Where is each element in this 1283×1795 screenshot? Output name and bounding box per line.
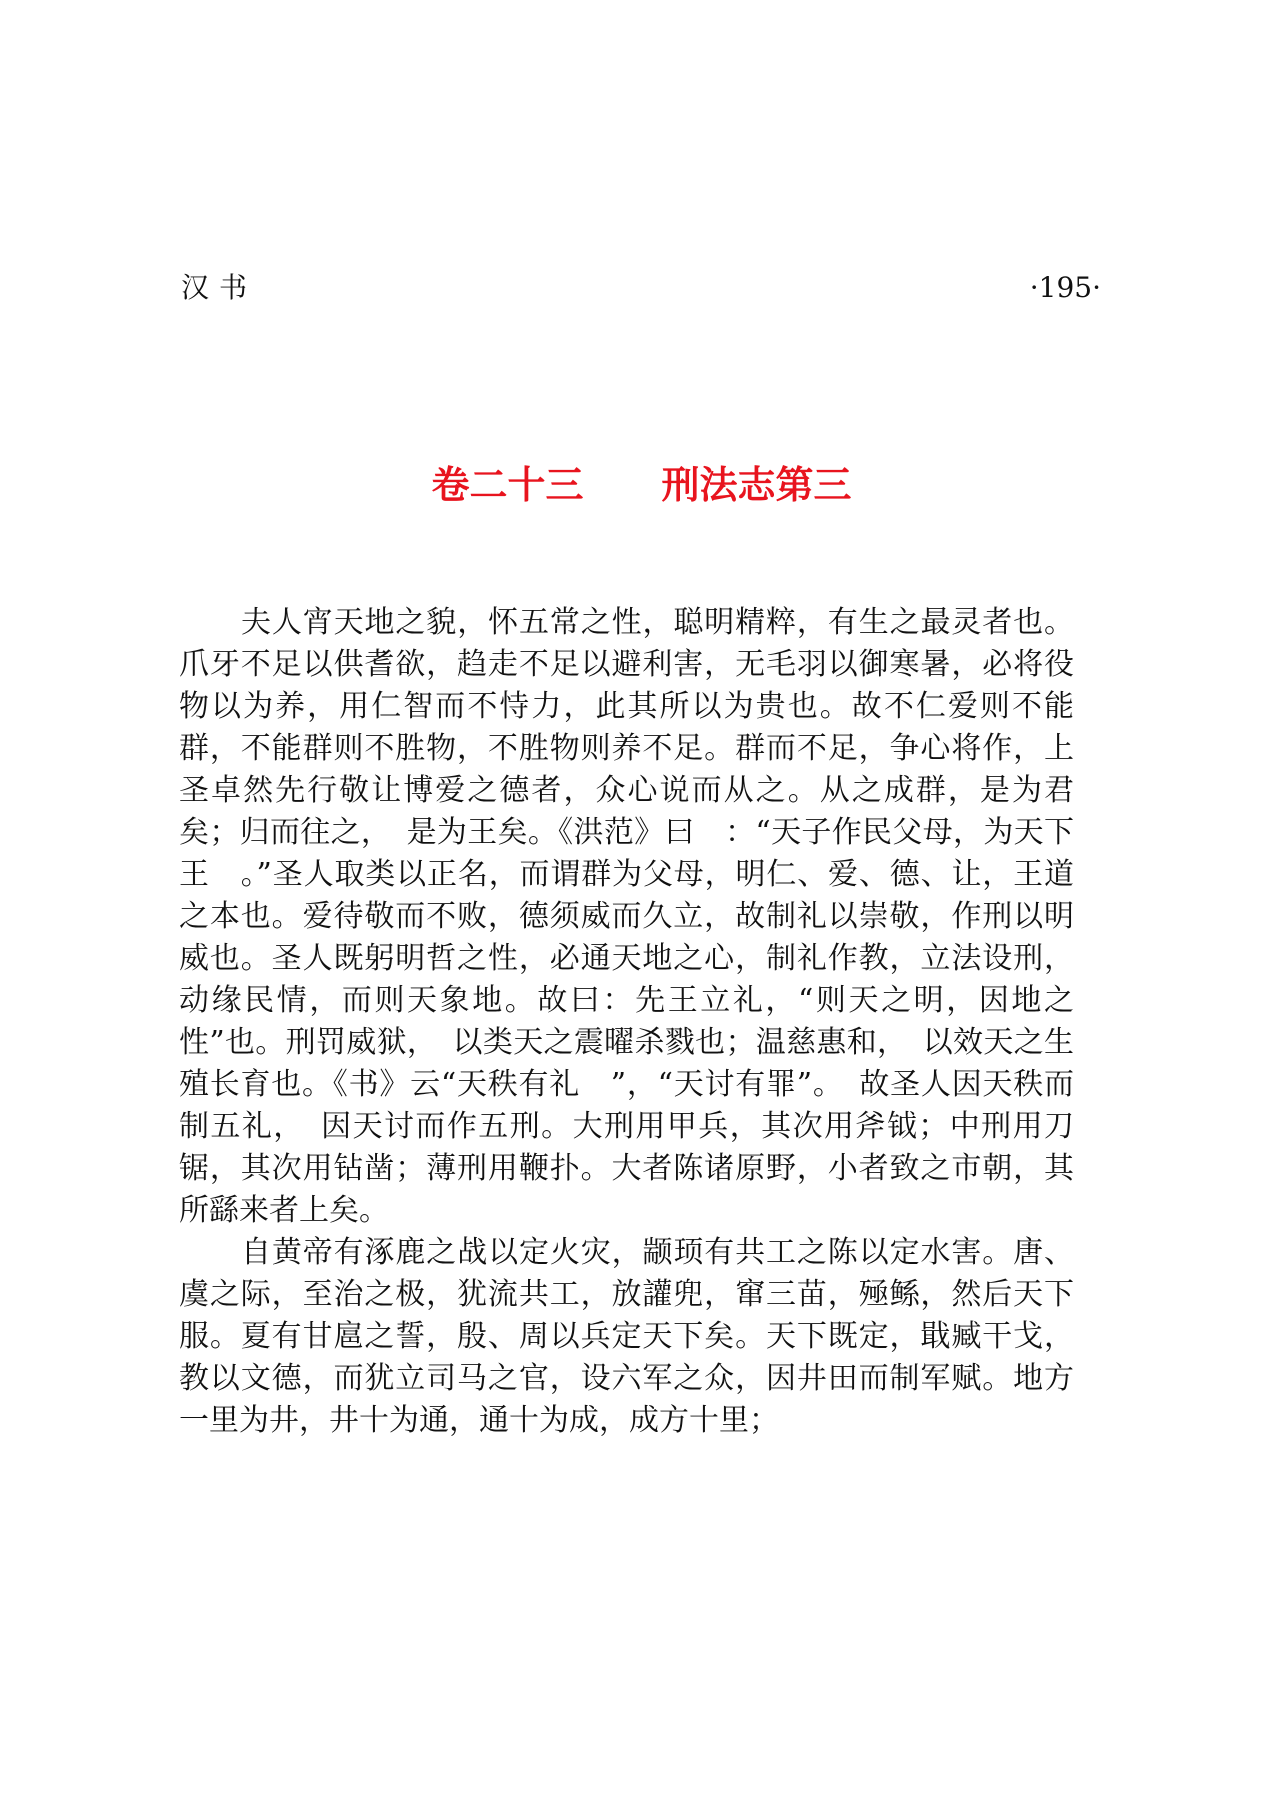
chapter-heading [0,455,1283,515]
page-number: ·195· [1029,271,1101,304]
chapter-volume: 卷二十三 [431,463,584,507]
chapter-title: 刑法志第三 [661,463,852,507]
paragraph: 夫人宵天地之貌，怀五常之性，聪明精粹，有生之最灵者也。爪牙不足以供耆欲，趋走不足以避利害，无毛羽以御寒暑，必将役物以为养，用仁智而不恃力，此其所以为贵也。故不仁爱则不能群，不能群则不胜物，不胜物则养不足。群而不足，争心将作，上圣卓然先行敬让博爱之德者，众心说而从之。从之成群，是为君矣；归而往之， 是为王矣。《洪范》曰 ：“天子作民父母，为天下王 。”圣人取类以正名，而谓群为父母，明仁、爱、德、让，王道之本也。爱待敬而不败，德须威而久立，故制礼以崇敬，作刑以明威也。圣人既躬明哲之性，必通天地之心，制礼作教，立法设刑，动缘民情，而则天象地。故曰：先王立礼，“则天之明，因地之性”也。刑罚威狱， 以类天之震曜杀戮也；温慈惠和， 以效天之生殖长育也。《书》云“天秩有礼 ”，“天讨有罪”。 故圣人因天秩而制五礼， 因天讨而作五刑。大刑用甲兵，其次用斧钺；中刑用刀锯，其次用钻凿；薄刑用鞭扑。大者陈诸原野，小者致之市朝，其所繇来者上矣。 [179,605,1074,1228]
paragraph: 自黄帝有涿鹿之战以定火灾，颛顼有共工之陈以定水害。唐、虞之际，至治之极，犹流共工，放讙兜，窜三苗，殛鲧，然后天下服。夏有甘扈之誓，殷、周以兵定天下矣。天下既定，戢臧干戈，教以文德，而犹立司马之官，设六军之众，因井田而制军赋。地方一里为井，井十为通，通十为成，成方十里； [179,1235,1074,1438]
book-title: 汉书 [181,271,258,304]
body-text [179,602,1074,1442]
running-head [181,268,1101,308]
